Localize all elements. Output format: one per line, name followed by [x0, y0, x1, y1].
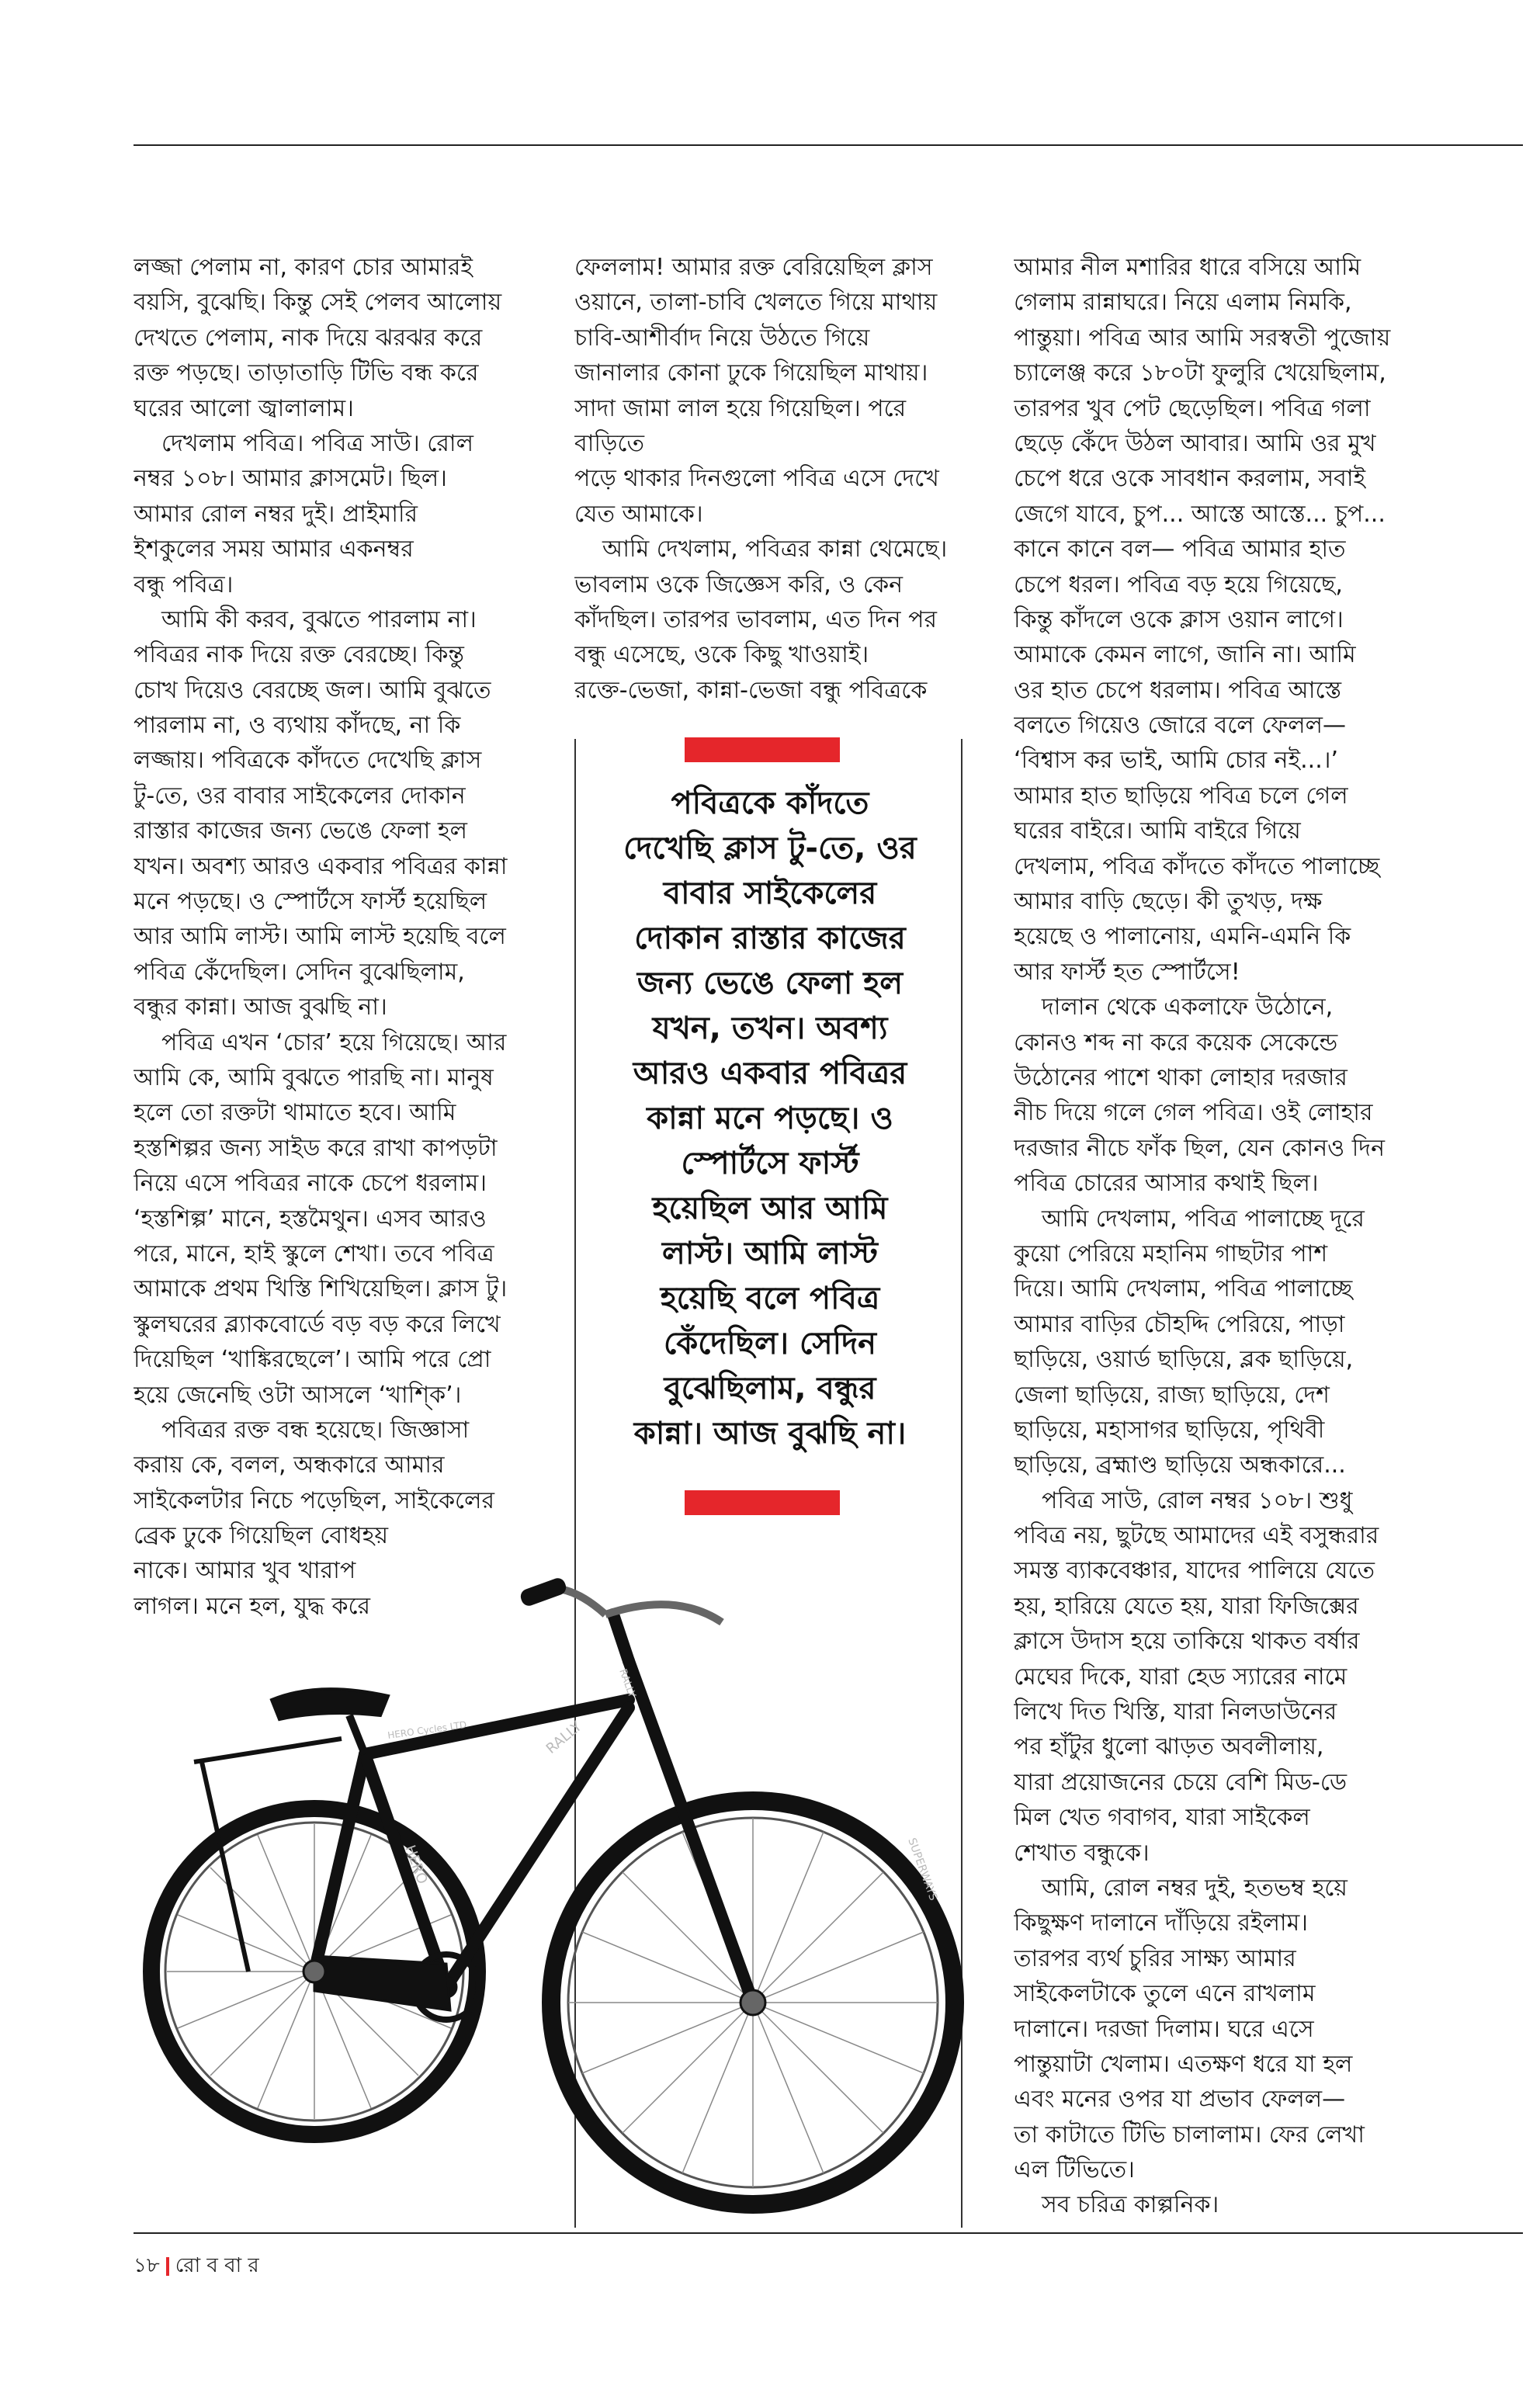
article-line: পান্তুয়াটা খেলাম। এতক্ষণ ধরে যা হল: [1014, 2050, 1353, 2078]
article-line: পান্তুয়া। পবিত্র আর আমি সরস্বতী পুজোয়: [1014, 324, 1391, 352]
article-line: লাগল। মনে হল, যুদ্ধ করে: [134, 1592, 371, 1620]
article-line: ছেড়ে কেঁদে উঠল আবার। আমি ওর মুখ: [1014, 429, 1376, 457]
article-line: পরে, মানে, হাই স্কুলে শেখা। তবে পবিত্র: [134, 1240, 494, 1268]
article-line: আমি, রোল নম্বর দুই, হতভম্ব হয়ে: [1042, 1874, 1348, 1902]
article-line: আমি দেখলাম, পবিত্র পালাচ্ছে দূরে: [1042, 1205, 1365, 1233]
article-line: কিছুক্ষণ দালানে দাঁড়িয়ে রইলাম।: [1014, 1909, 1309, 1937]
pullquote-line: স্পোর্টসে ফার্স্ট: [681, 1146, 859, 1181]
article-line: দিয়েছিল ‘খাঙ্কিরছেলে’। আমি পরে প্রো: [134, 1346, 491, 1374]
article-line: আমি কী করব, বুঝতে পারলাম না।: [161, 605, 477, 633]
article-line: আর ফার্স্ট হত স্পোর্টসে!: [1014, 958, 1240, 986]
article-line: ইশকুলের সময় আমার একনম্বর: [134, 536, 414, 564]
article-line: লিখে দিত খিস্তি, যারা নিলডাউনের: [1014, 1698, 1337, 1726]
article-line: দিয়ে। আমি দেখলাম, পবিত্র পালাচ্ছে: [1014, 1275, 1353, 1303]
article-line: দেখলাম, পবিত্র কাঁদতে কাঁদতে পালাচ্ছে: [1014, 852, 1380, 880]
bike-seat-tube-text: HERO: [401, 1843, 431, 1887]
article-line: পবিত্র সাউ, রোল নম্বর ১০৮। শুধু: [1042, 1486, 1353, 1514]
article-line: পড়ে থাকার দিনগুলো পবিত্র এসে দেখে: [574, 465, 939, 493]
article-line: ছাড়িয়ে, ব্রহ্মাণ্ড ছাড়িয়ে অন্ধকারে...: [1014, 1451, 1346, 1479]
article-line: পবিত্রর রক্ত বন্ধ হয়েছে। জিজ্ঞাসা: [161, 1416, 470, 1444]
pullquote-line: লাস্ট। আমি লাস্ট: [662, 1236, 878, 1271]
pullquote-line: কান্না। আজ বুঝছি না।: [633, 1416, 907, 1451]
pullquote-line: যখন, তখন। অবশ্য: [652, 1011, 888, 1046]
article-line: আমার নীল মশারির ধারে বসিয়ে আমি: [1014, 254, 1361, 281]
article-line: নীচ দিয়ে গলে গেল পবিত্র। ওই লোহার: [1014, 1099, 1373, 1127]
article-line: আমি কে, আমি বুঝতে পারছি না। মানুষ: [134, 1063, 494, 1091]
article-line: ছাড়িয়ে, ওয়ার্ড ছাড়িয়ে, ব্লক ছাড়িয়ে,: [1014, 1346, 1354, 1374]
article-line: যেত আমাকে।: [574, 500, 703, 528]
footer-divider: [166, 2257, 169, 2276]
article-line: কাঁদছিল। তারপর ভাবলাম, এত দিন পর: [574, 605, 937, 633]
article-column-2: [574, 250, 962, 708]
article-line: মনে পড়ছে। ও স্পোর্টসে ফার্স্ট হয়েছিল: [134, 888, 487, 916]
article-line: সাদা জামা লাল হয়ে গিয়েছিল। পরে: [574, 394, 907, 422]
article-line: দেখলাম পবিত্র। পবিত্র সাউ। রোল: [161, 429, 473, 457]
article-line: চাবি-আশীর্বাদ নিয়ে উঠতে গিয়ে: [574, 324, 870, 352]
pullquote-line: কেঁদেছিল। সেদিন: [663, 1326, 876, 1361]
page-number: ১৮: [134, 2254, 160, 2277]
pullquote-line: বুঝেছিলাম, বন্ধুর: [664, 1371, 876, 1406]
article-line: ভাবলাম ওকে জিজ্ঞেস করি, ও কেন: [574, 571, 904, 598]
article-line: ‘বিশ্বাস কর ভাই, আমি চোর নই...।’: [1014, 747, 1339, 775]
article-line: হয়, হারিয়ে যেতে হয়, যারা ফিজিক্সের: [1014, 1592, 1359, 1620]
article-line: লজ্জায়। পবিত্রকে কাঁদতে দেখেছি ক্লাস: [134, 747, 482, 775]
pullquote-line: হয়েছিল আর আমি: [652, 1191, 888, 1226]
page-footer: [134, 2249, 259, 2284]
article-line: করায় কে, বলল, অন্ধকারে আমার: [134, 1451, 445, 1479]
pullquote-line: বাবার সাইকেলের: [663, 876, 877, 911]
article-line: দেখতে পেলাম, নাক দিয়ে ঝরঝর করে: [134, 324, 483, 352]
article-line: লজ্জা পেলাম না, কারণ চোর আমারই: [134, 254, 473, 281]
article-line: তারপর ব্যর্থ চুরির সাক্ষ্য আমার: [1014, 1944, 1296, 1972]
article-line: শেখাত বন্ধুকে।: [1014, 1839, 1150, 1867]
bike-head-tube-text: RALLY: [616, 1667, 638, 1700]
article-line: সব চরিত্র কাল্পনিক।: [1042, 2191, 1219, 2219]
article-line: গেলাম রান্নাঘরে। নিয়ে এলাম নিমকি,: [1014, 289, 1352, 317]
article-line: পবিত্র এখন ‘চোর’ হয়ে গিয়েছে। আর: [161, 1028, 507, 1056]
article-line: আমার বাড়ি ছেড়ে। কী তুখড়, দক্ষ: [1014, 888, 1323, 916]
article-line: পবিত্র চোরের আসার কথাই ছিল।: [1014, 1170, 1319, 1198]
article-line: চোখ দিয়েও বেরচ্ছে জল। আমি বুঝতে: [134, 676, 491, 704]
article-line: ঘরের আলো জ্বালালাম।: [134, 394, 354, 422]
article-line: চেপে ধরে ওকে সাবধান করলাম, সবাই: [1014, 465, 1366, 493]
article-line: স্কুলঘরের ব্ল্যাকবোর্ডে বড় বড় করে লিখে: [134, 1310, 501, 1338]
pullquote-line: কান্না মনে পড়ছে। ও: [647, 1101, 893, 1136]
article-line: দরজার নীচে ফাঁক ছিল, যেন কোনও দিন: [1014, 1134, 1385, 1162]
bike-brand-text: HERO Cycles LTD: [387, 1718, 468, 1741]
article-line: যারা প্রয়োজনের চেয়ে বেশি মিড-ডে: [1014, 1768, 1348, 1796]
bicycle-image: [132, 1506, 1017, 2228]
article-line: ফেললাম! আমার রক্ত বেরিয়েছিল ক্লাস: [574, 254, 933, 281]
pullquote-line: জন্য ভেঙে ফেলা হল: [636, 966, 904, 1001]
article-line: বয়সি, বুঝেছি। কিন্তু সেই পেলব আলোয়: [134, 289, 502, 317]
article-line: নম্বর ১০৮। আমার ক্লাসমেট। ছিল।: [134, 465, 447, 493]
article-line: ‘হস্তশিল্প’ মানে, হস্তমৈথুন। এসব আরও: [134, 1205, 487, 1233]
article-line: চ্যালেঞ্জ করে ১৮০টা ফুলুরি খেয়েছিলাম,: [1014, 359, 1386, 387]
top-rule: [134, 144, 1523, 146]
article-line: বলতে গিয়েও জোরে বলে ফেলল—: [1014, 712, 1346, 740]
article-line: বাড়িতে: [574, 429, 644, 457]
article-line: জানালার কোনা ঢুকে গিয়েছিল মাথায়।: [574, 359, 928, 387]
article-line: ছাড়িয়ে, মহাসাগর ছাড়িয়ে, পৃথিবী: [1014, 1416, 1325, 1444]
article-line: কানে কানে বল— পবিত্র আমার হাত: [1014, 536, 1346, 564]
article-line: সাইকেলটার নিচে পড়েছিল, সাইকেলের: [134, 1486, 494, 1514]
article-line: পারলাম না, ও ব্যথায় কাঁদছে, না কি: [134, 712, 461, 740]
pullquote-line: হয়েছি বলে পবিত্র: [660, 1281, 880, 1316]
article-line: পবিত্র নয়, ছুটছে আমাদের এই বসুন্ধরার: [1014, 1522, 1379, 1550]
article-line: ঘরের বাইরে। আমি বাইরে গিয়ে: [1014, 817, 1301, 845]
article-line: পর হাঁটুর ধুলো ঝাড়ত অবলীলায়,: [1014, 1733, 1324, 1761]
article-line: টু-তে, ওর বাবার সাইকেলের দোকান: [134, 782, 466, 810]
article-line: আমাকে প্রথম খিস্তি শিখিয়েছিল। ক্লাস টু।: [134, 1275, 508, 1303]
article-line: রক্তে-ভেজা, কান্না-ভেজা বন্ধু পবিত্রকে: [574, 676, 928, 704]
pullquote-line: পবিত্রকে কাঁদতে: [671, 786, 869, 821]
article-line: হলে তো রক্তটা থামাতে হবে। আমি: [134, 1099, 456, 1127]
article-line: মেঘের দিকে, যারা হেড স্যারের নামে: [1014, 1663, 1348, 1691]
article-line: ওয়ানে, তালা-চাবি খেলতে গিয়ে মাথায়: [574, 289, 938, 317]
article-line: আমার বাড়ির চৌহদ্দি পেরিয়ে, পাড়া: [1014, 1310, 1345, 1338]
article-line: যখন। অবশ্য আরও একবার পবিত্রর কান্না: [134, 852, 508, 880]
article-line: কিন্তু কাঁদলে ওকে ক্লাস ওয়ান লাগে।: [1014, 605, 1344, 633]
article-line: বন্ধুর কান্না। আজ বুঝছি না।: [134, 994, 387, 1021]
pullquote-line: দোকান রাস্তার কাজের: [634, 921, 906, 956]
article-line: বন্ধু এসেছে, ওকে কিছু খাওয়াই।: [574, 641, 869, 669]
article-line: তা কাটাতে টিভি চালালাম। ফের লেখা: [1014, 2121, 1365, 2148]
article-line: বন্ধু পবিত্র।: [134, 571, 234, 598]
pullquote-line: আরও একবার পবিত্রর: [633, 1056, 907, 1091]
article-line: ব্রেক ঢুকে গিয়েছিল বোধহয়: [134, 1522, 389, 1550]
article-line: নাকে। আমার খুব খারাপ: [134, 1557, 356, 1585]
article-line: দালানে। দরজা দিলাম। ঘরে এসে: [1014, 2015, 1314, 2043]
article-line: সাইকেলটাকে তুলে এনে রাখলাম: [1014, 1980, 1316, 2008]
article-line: রাস্তার কাজের জন্য ভেঙে ফেলা হল: [134, 817, 468, 845]
article-line: এবং মনের ওপর যা প্রভাব ফেলল—: [1014, 2086, 1346, 2114]
tire-brand-text: SUPERWAYS: [905, 1836, 940, 1902]
article-line: সমস্ত ব্যাকবেঞ্চার, যাদের পালিয়ে যেতে: [1014, 1557, 1375, 1585]
article-line: উঠোনের পাশে থাকা লোহার দরজার: [1014, 1063, 1348, 1091]
article-column-1: [134, 250, 522, 1624]
pullquote-top-bar: [685, 737, 840, 762]
article-line: দালান থেকে একলাফে উঠোনে,: [1042, 994, 1334, 1021]
article-line: হয়েছে ও পালানোয়, এমনি-এমনি কি: [1014, 923, 1351, 951]
article-line: রক্ত পড়ছে। তাড়াতাড়ি টিভি বন্ধ করে: [134, 359, 479, 387]
article-column-3: [1014, 250, 1417, 2223]
article-line: পবিত্র কেঁদেছিল। সেদিন বুঝেছিলাম,: [134, 958, 465, 986]
article-line: হস্তশিল্পর জন্য সাইড করে রাখা কাপড়টা: [134, 1134, 498, 1162]
article-line: কোনও শব্দ না করে কয়েক সেকেন্ডে: [1014, 1028, 1338, 1056]
article-line: মিল খেত গবাগব, যারা সাইকেল: [1014, 1804, 1310, 1832]
section-name: রো ব বা র: [175, 2254, 259, 2277]
article-line: ক্লাসে উদাস হয়ে তাকিয়ে থাকত বর্ষার: [1014, 1628, 1360, 1656]
article-line: আর আমি লাস্ট। আমি লাস্ট হয়েছি বলে: [134, 923, 506, 951]
bike-model-text: RALLY: [543, 1718, 585, 1757]
article-line: জেগে যাবে, চুপ... আস্তে আস্তে... চুপ...: [1014, 500, 1386, 528]
pull-quote: [584, 781, 956, 1456]
article-line: নিয়ে এসে পবিত্রর নাকে চেপে ধরলাম।: [134, 1170, 487, 1198]
article-line: হয়ে জেনেছি ওটা আসলে ‘খাশ্কি’।: [134, 1381, 462, 1409]
article-line: চেপে ধরল। পবিত্র বড় হয়ে গিয়েছে,: [1014, 571, 1343, 598]
article-line: জেলা ছাড়িয়ে, রাজ্য ছাড়িয়ে, দেশ: [1014, 1381, 1330, 1409]
article-line: আমাকে কেমন লাগে, জানি না। আমি: [1014, 641, 1356, 669]
article-line: এল টিভিতে।: [1014, 2156, 1135, 2184]
article-line: আমি দেখলাম, পবিত্রর কান্না থেমেছে।: [602, 536, 948, 564]
article-line: কুয়ো পেরিয়ে মহানিম গাছটার পাশ: [1014, 1240, 1328, 1268]
bottom-rule: [134, 2232, 1523, 2234]
article-line: আমার হাত ছাড়িয়ে পবিত্র চলে গেল: [1014, 782, 1348, 810]
article-line: ওর হাত চেপে ধরলাম। পবিত্র আস্তে: [1014, 676, 1342, 704]
article-line: পবিত্রর নাক দিয়ে রক্ত বেরচ্ছে। কিন্তু: [134, 641, 464, 669]
pullquote-line: দেখেছি ক্লাস টু-তে, ওর: [623, 831, 917, 866]
article-line: আমার রোল নম্বর দুই। প্রাইমারি: [134, 500, 418, 528]
article-line: তারপর খুব পেট ছেড়েছিল। পবিত্র গলা: [1014, 394, 1371, 422]
